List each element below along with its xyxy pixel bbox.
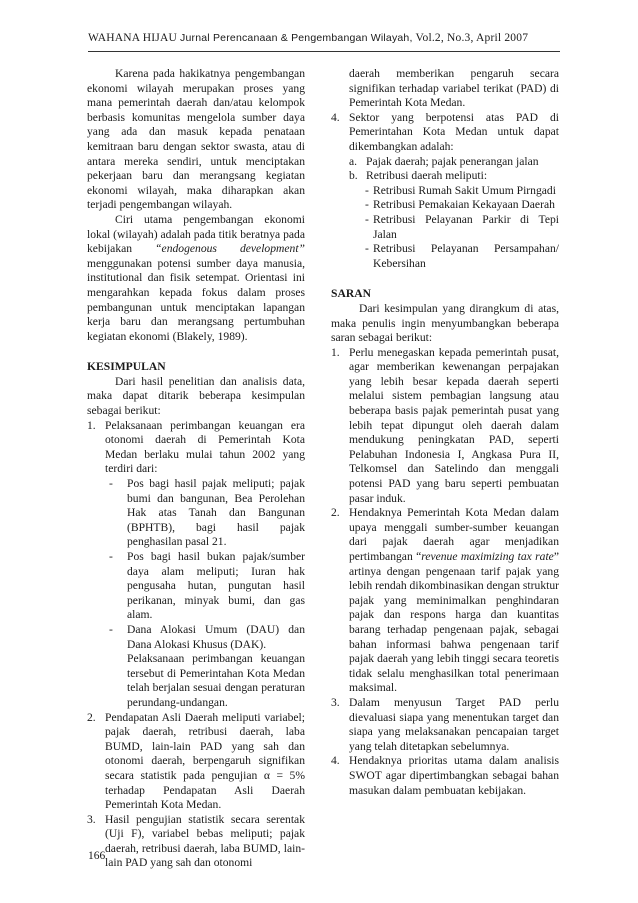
saran-list [331, 346, 559, 798]
saran-item-3 [331, 696, 559, 754]
continued-text: daerah memberikan pengaruh secara signifikan terhadap variabel terikat (PAD) di Pemerintah Kota Medan. [349, 67, 559, 110]
item-1-tail: Pelaksanaan perimbangan keuangan tersebut di Pemerintahan Kota Medan telah berjalan sesuai dengan peraturan perundang-undangan. [127, 652, 305, 709]
paragraph-1: Karena pada hakikatnya pengembangan ekonomi wilayah merupakan proses yang mana pemerintah daerah dan/atau kelompok berbasis komunitas mengelola sumber daya yang ada dan masuk kepada penataan kemitraan baru dengan sektor swasta, atau di antara mereka sendiri, untuk menciptakan pekerjaan baru dan merangsang kegiatan ekonomi wilayah, maka diharapkan akan terjadi pengembangan wilayah. [87, 67, 305, 212]
item-number: 3. [331, 695, 340, 709]
retribusi-item [349, 242, 559, 271]
right-column [331, 67, 559, 798]
kesimpulan-item-2 [87, 711, 305, 813]
paragraph-2-text-a: Ciri utama pengembangan ekonomi lokal (wilayah) adalah pada titik beratnya pada kebijakan [87, 212, 305, 256]
item-number: 2. [331, 506, 340, 520]
item-text: Dalam menyusun Target PAD perlu dievaluasi siapa yang menentukan target dan siapa yang melaksanakan pencapaian target yang telah ditetapkan sebelumnya. [349, 695, 559, 753]
alpha-item-b [349, 169, 559, 184]
saran-item-4 [331, 754, 559, 798]
sub-item [105, 477, 305, 550]
sub-item-text: Dana Alokasi Umum (DAU) dan Dana Alokasi Khusus (DAK). [127, 622, 305, 651]
alpha-label: b. [349, 169, 358, 183]
dash-bullet: - [365, 212, 369, 226]
item-text-b: ” artinya dengan pengenaan tarif pajak yang lebih rendah dikombinasikan dengan struktur pajak yang meminimalkan penghindaran pajak dan respons harga dan kuantitas barang terhadap pengenaan pajak, sebagai bahan informasi bahwa pengenaan tarif pajak daerah yang lebih tinggi secara teoretis tidak selalu menghasilkan total penerimaan maksimal. [349, 550, 559, 695]
paragraph-2 [87, 213, 305, 344]
sub-list [105, 477, 305, 652]
page-number: 166 [88, 850, 106, 862]
sub-item-text: Pos bagi hasil bukan pajak/sumber daya alam meliputi; Iuran hak pengusaha hutan, pungutan hasil perikanan, minyak bumi, dan gas alam. [127, 550, 305, 622]
left-column [87, 67, 305, 871]
alpha-list [349, 155, 559, 184]
sub-item [105, 623, 305, 652]
journal-title: Jurnal Perencanaan & Pengembangan Wilayah, [180, 32, 413, 44]
alpha-text: Pajak daerah; pajak penerangan jalan [366, 154, 539, 168]
kesimpulan-intro: Dari hasil penelitian dan analisis data, maka dapat ditarik beberapa kesimpulan sebagai berikut: [87, 374, 305, 418]
header-rule [88, 51, 560, 52]
saran-heading: SARAN [331, 287, 371, 301]
kesimpulan-item-3 [87, 813, 305, 871]
dash-bullet: - [109, 550, 113, 563]
paragraph-2-emphasis: “endogenous development” [155, 242, 306, 256]
kesimpulan-list-continued [331, 111, 559, 272]
kesimpulan-heading: KESIMPULAN [87, 360, 166, 374]
retribusi-text: Retribusi Pelayanan Parkir di Tepi Jalan [373, 212, 559, 241]
alpha-text: Retribusi daerah meliputi: [366, 169, 488, 183]
dash-bullet: - [109, 477, 113, 491]
item-text: Hasil pengujian statistik secara serentak (Uji F), variabel bebas meliputi; pajak daerah, retribusi daerah, laba BUMD, lain-lain PAD yang sah dan otonomi [105, 812, 305, 870]
item-text-a: Hendaknya Pemerintah Kota Medan dalam upaya menggali sumber-sumber keuangan dari pajak daerah agar menjadikan pertimbangan “ [349, 506, 559, 563]
kesimpulan-item-4 [331, 111, 559, 272]
retribusi-item [349, 213, 559, 242]
journal-name: WAHANA HIJAU [88, 32, 177, 44]
dash-bullet: - [365, 198, 369, 212]
sub-item [105, 550, 305, 623]
retribusi-list [349, 184, 559, 272]
kesimpulan-list [87, 419, 305, 871]
item-text: Perlu menegaskan kepada pemerintah pusat, agar memberikan kewenangan perpajakan yang lebih besar kepada daerah seperti melalui sistem pembagian langsung atau beberapa basis pajak pemerintah pusat yang lebih tepat dipungut oleh daerah dalam mendukung peningkatan PAD, seperti Pelabuhan Indonesia I, Angkasa Pura II, Telkomsel dan Satelindo dan menggali potensi PAD yang baru seperti pembuatan pasar induk. [349, 345, 559, 505]
item-number: 4. [331, 754, 340, 768]
item-number: 2. [87, 710, 96, 724]
retribusi-item [349, 184, 559, 199]
item-number: 1. [87, 418, 96, 432]
paragraph-2-text-b: menggunakan potensi sumber daya manusia, institutional dan fisik setempat. Orientasi ini mengarahkan kepada fokus dalam proses pembangunan untuk menciptakan lapangan kerja baru dan merangsang pertumbuhan kegiatan ekonomi (Blakely, 1989). [87, 256, 305, 343]
retribusi-text: Retribusi Rumah Sakit Umum Pirngadi [373, 183, 556, 197]
alpha-label: a. [349, 154, 358, 168]
kesimpulan-item-1 [87, 419, 305, 711]
dash-bullet: - [365, 242, 369, 256]
item-text: Pendapatan Asli Daerah meliputi variabel; pajak daerah, retribusi daerah, laba BUMD, lain-lain PAD yang sah dan otonomi daerah, berpengaruh signifikan secara statistik pada pengujian α = 5% terhadap Pendapatan Asli Daerah Pemerintah Kota Medan. [105, 710, 305, 812]
volume-info: Vol.2, No.3, April 2007 [415, 32, 529, 44]
saran-intro: Dari kesimpulan yang dirangkum di atas, maka penulis ingin menyumbangkan beberapa saran sebagai berikut: [331, 301, 559, 345]
dash-bullet: - [365, 183, 369, 197]
retribusi-text: Retribusi Pemakaian Kekayaan Daerah [373, 198, 555, 212]
item-number: 3. [87, 812, 96, 826]
sub-item-text: Pos bagi hasil pajak meliputi; pajak bumi dan bangunan, Bea Perolehan Hak atas Tanah dan Bangunan (BPHTB), bagi hasil pajak penghasilan pasal 21. [127, 477, 305, 549]
item-number: 4. [331, 110, 340, 124]
dash-bullet: - [109, 622, 113, 636]
saran-item-1 [331, 346, 559, 507]
alpha-item-a [349, 155, 559, 170]
item-number: 1. [331, 345, 340, 359]
retribusi-item [349, 198, 559, 213]
saran-item-2 [331, 506, 559, 696]
item-text: Sektor yang berpotensi atas PAD di Pemerintahan Kota Medan untuk dapat dikembangkan adalah: [349, 110, 559, 153]
item-text: Hendaknya prioritas utama dalam analisis SWOT agar dipertimbangkan sebagai bahan masukan dalam pembuatan kebijakan. [349, 754, 559, 797]
item-text: Pelaksanaan perimbangan keuangan era otonomi daerah di Pemerintah Kota Medan berlaku mulai tahun 2002 yang terdiri dari: [105, 418, 305, 476]
retribusi-text: Retribusi Pelayanan Persampahan/ Kebersihan [373, 242, 559, 270]
running-header [88, 32, 558, 44]
item-emphasis: revenue maximizing tax rate [421, 550, 554, 563]
